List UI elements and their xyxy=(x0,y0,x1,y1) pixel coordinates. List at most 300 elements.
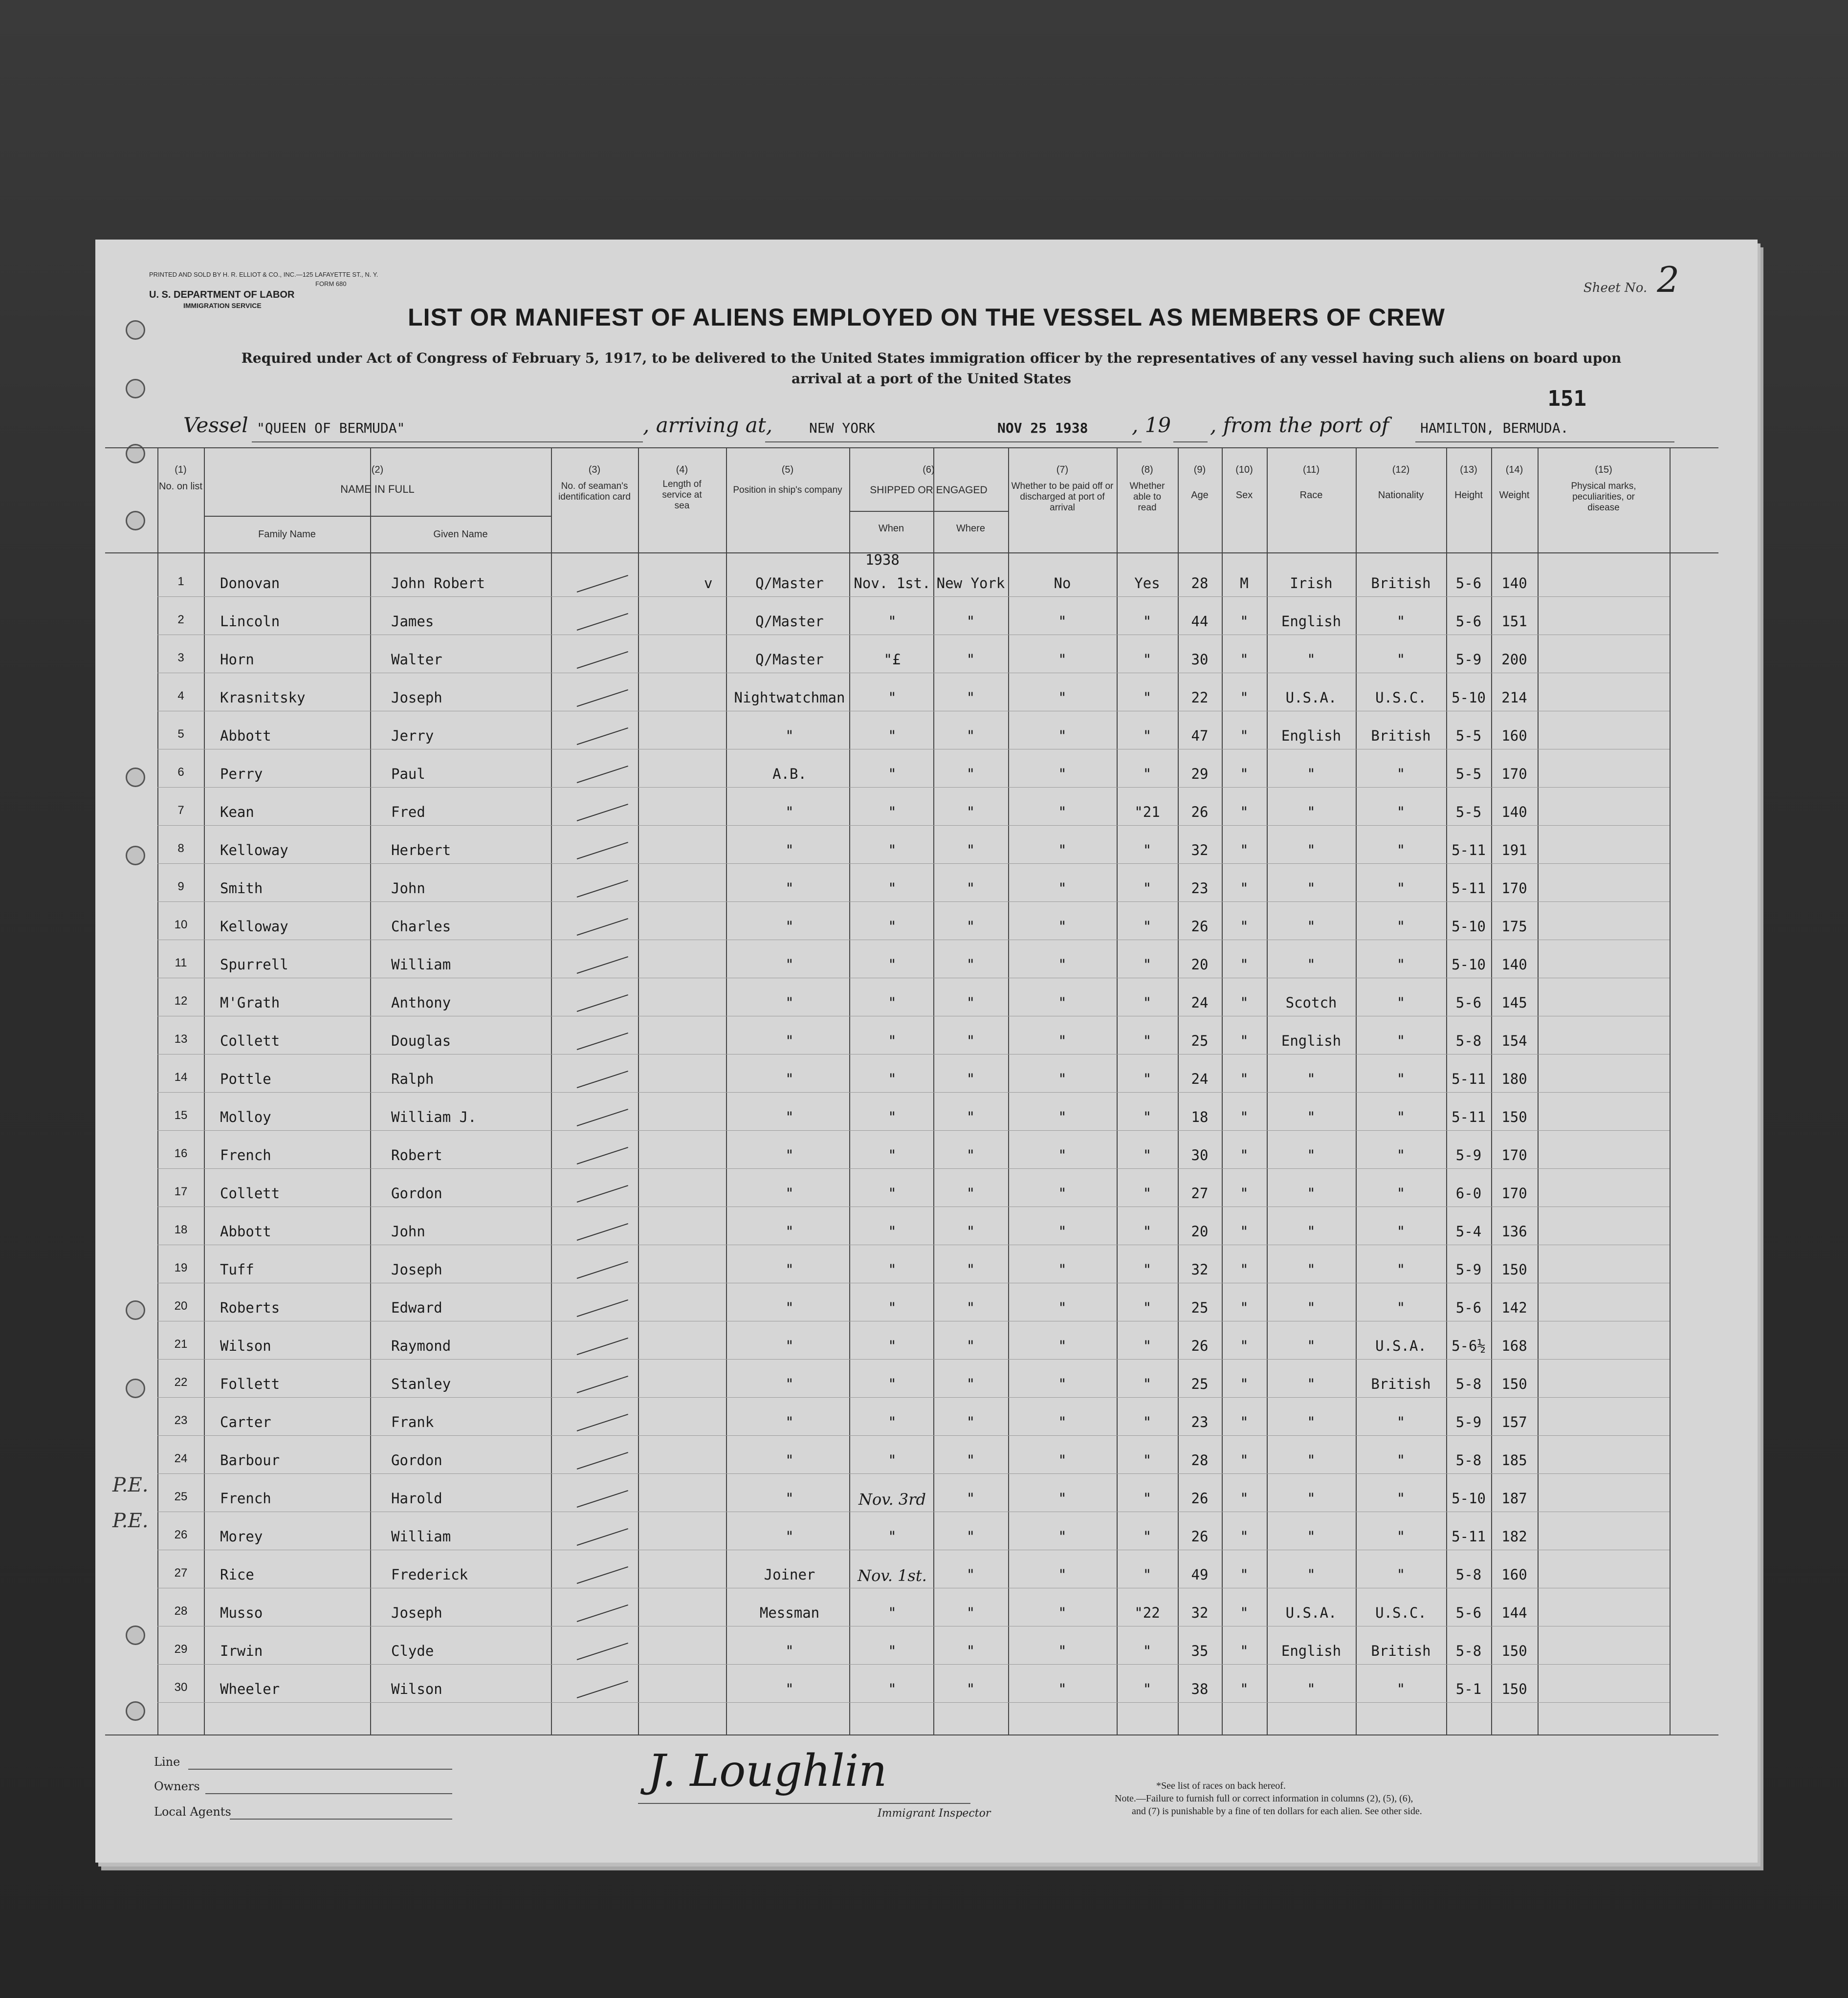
id-card-mark xyxy=(577,918,628,936)
cell-family: Collett xyxy=(220,1185,280,1202)
row-rule xyxy=(157,901,1670,902)
cell-position: " xyxy=(785,1338,794,1354)
cell-where: " xyxy=(966,1109,975,1125)
cell-read: " xyxy=(1143,727,1152,744)
cell-paid: " xyxy=(1058,1032,1067,1049)
cell-when: " xyxy=(888,1223,897,1240)
cell-no: 17 xyxy=(174,1185,188,1198)
printer-imprint: PRINTED AND SOLD BY H. R. ELLIOT & CO., INC.—125 LAFAYETTE ST., N. Y. FORM 680 xyxy=(149,271,378,287)
cell-height: 5-10 xyxy=(1452,956,1486,973)
cell-read: " xyxy=(1143,1338,1152,1354)
cell-family: Horn xyxy=(220,651,254,668)
row-rule xyxy=(157,1397,1670,1398)
cell-no: 4 xyxy=(177,689,184,703)
cell-when: " xyxy=(888,1185,897,1202)
cell-race: " xyxy=(1307,1566,1316,1583)
cell-when: " xyxy=(888,1109,897,1125)
cell-height: 5-6 xyxy=(1455,575,1482,592)
cell-when: " xyxy=(888,880,897,897)
cell-sex: " xyxy=(1240,1414,1249,1430)
cell-given: Herbert xyxy=(391,842,451,858)
cell-given: Anthony xyxy=(391,994,451,1011)
cell-nationality: " xyxy=(1396,956,1406,973)
cell-where: " xyxy=(966,1299,975,1316)
col-header-when: When xyxy=(878,523,904,534)
cell-weight: 150 xyxy=(1501,1681,1527,1697)
cell-age: 32 xyxy=(1191,1261,1209,1278)
cell-where: " xyxy=(966,1681,975,1697)
cell-nationality: " xyxy=(1396,1147,1406,1164)
requirement-text: Required under Act of Congress of February 5, 1917, to be delivered to the United States immigration officer by the representatives of any vessel having such aliens on board upon arrival at a port of the United States xyxy=(241,350,1622,387)
cell-race: " xyxy=(1307,1223,1316,1240)
cell-race: " xyxy=(1307,1071,1316,1087)
cell-given: Fred xyxy=(391,804,425,820)
id-card-mark xyxy=(577,804,628,821)
cell-no: 28 xyxy=(174,1604,188,1618)
cell-when: " xyxy=(888,1299,897,1316)
cell-when: " xyxy=(888,613,897,630)
cell-where: " xyxy=(966,766,975,782)
cell-weight: 191 xyxy=(1501,842,1527,858)
cell-nationality: " xyxy=(1396,651,1406,668)
cell-height: 5-6½ xyxy=(1452,1338,1486,1354)
col-header-12: (12) Nationality xyxy=(1378,464,1424,501)
cell-nationality: U.S.C. xyxy=(1375,1604,1427,1621)
cell-nationality: " xyxy=(1396,1528,1406,1545)
cell-family: French xyxy=(220,1147,271,1164)
cell-when: " xyxy=(888,1528,897,1545)
cell-age: 30 xyxy=(1191,651,1209,668)
cell-position: " xyxy=(785,1490,794,1507)
cell-nationality: " xyxy=(1396,613,1406,630)
cell-no: 29 xyxy=(174,1643,188,1656)
cell-where: " xyxy=(966,1261,975,1278)
cell-no: 9 xyxy=(177,880,184,893)
id-card-mark xyxy=(577,956,628,974)
cell-sex: " xyxy=(1240,689,1249,706)
from-port: HAMILTON, BERMUDA. xyxy=(1420,420,1569,436)
year-label: , 19 xyxy=(1132,413,1171,437)
cell-race: " xyxy=(1307,766,1316,782)
cell-given: John xyxy=(391,1223,425,1240)
cell-given: Jerry xyxy=(391,727,434,744)
cell-read: " xyxy=(1143,613,1152,630)
cell-position: " xyxy=(785,1299,794,1316)
cell-age: 23 xyxy=(1191,1414,1209,1430)
id-card-mark xyxy=(577,766,628,783)
cell-weight: 187 xyxy=(1501,1490,1527,1507)
cell-read: Yes xyxy=(1134,575,1160,592)
id-card-mark xyxy=(577,1376,628,1393)
cell-nationality: U.S.C. xyxy=(1375,689,1427,706)
id-card-mark xyxy=(577,842,628,859)
cell-sex: " xyxy=(1240,1032,1249,1049)
cell-weight: 182 xyxy=(1501,1528,1527,1545)
cell-sex: " xyxy=(1240,1566,1249,1583)
inspector-label: Immigrant Inspector xyxy=(878,1807,991,1820)
cell-no: 23 xyxy=(174,1414,188,1427)
cell-weight: 200 xyxy=(1501,651,1527,668)
cell-nationality: " xyxy=(1396,804,1406,820)
cell-paid: " xyxy=(1058,1376,1067,1392)
col-header-14: (14) Weight xyxy=(1499,464,1530,501)
cell-weight: 140 xyxy=(1501,956,1527,973)
cell-weight: 170 xyxy=(1501,1147,1527,1164)
cell-when: " xyxy=(888,918,897,935)
cell-family: Wilson xyxy=(220,1338,271,1354)
cell-read: " xyxy=(1143,1643,1152,1659)
cell-age: 24 xyxy=(1191,994,1209,1011)
cell-paid: " xyxy=(1058,1223,1067,1240)
column-rule xyxy=(1538,447,1539,1735)
cell-given: Gordon xyxy=(391,1185,442,1202)
cell-given: Ralph xyxy=(391,1071,434,1087)
cell-sex: " xyxy=(1240,1185,1249,1202)
cell-no: 5 xyxy=(177,727,184,741)
id-card-mark xyxy=(577,1223,628,1241)
cell-height: 5-8 xyxy=(1455,1452,1482,1469)
cell-where: " xyxy=(966,689,975,706)
cell-service: v xyxy=(704,575,713,592)
cell-when: " xyxy=(888,994,897,1011)
cell-paid: " xyxy=(1058,613,1067,630)
cell-age: 18 xyxy=(1191,1109,1209,1125)
cell-when: " xyxy=(888,956,897,973)
cell-weight: 160 xyxy=(1501,1566,1527,1583)
cell-nationality: British xyxy=(1371,575,1431,592)
id-card-mark xyxy=(577,880,628,898)
column-rule xyxy=(638,447,639,1735)
cell-nationality: British xyxy=(1371,1376,1431,1392)
cell-sex: " xyxy=(1240,1223,1249,1240)
cell-no: 30 xyxy=(174,1681,188,1694)
cell-race: " xyxy=(1307,842,1316,858)
cell-paid: " xyxy=(1058,1643,1067,1659)
id-card-mark xyxy=(577,1147,628,1164)
cell-given: Joseph xyxy=(391,1261,442,1278)
cell-read: " xyxy=(1143,842,1152,858)
cell-when: " xyxy=(888,1452,897,1469)
punch-hole xyxy=(126,846,145,865)
id-card-mark xyxy=(577,1452,628,1470)
cell-race: Irish xyxy=(1290,575,1333,592)
cell-when: " xyxy=(888,1643,897,1659)
cell-nationality: " xyxy=(1396,918,1406,935)
cell-race: U.S.A. xyxy=(1285,689,1337,706)
cell-position: " xyxy=(785,1528,794,1545)
cell-family: Spurrell xyxy=(220,956,288,973)
cell-age: 22 xyxy=(1191,689,1209,706)
cell-read: " xyxy=(1143,918,1152,935)
cell-weight: 150 xyxy=(1501,1643,1527,1659)
cell-race: U.S.A. xyxy=(1285,1604,1337,1621)
id-card-mark xyxy=(577,1681,628,1698)
cell-weight: 154 xyxy=(1501,1032,1527,1049)
cell-weight: 144 xyxy=(1501,1604,1527,1621)
cell-height: 5-6 xyxy=(1455,1604,1482,1621)
line-label: Line xyxy=(154,1755,180,1769)
id-card-mark xyxy=(577,1338,628,1355)
cell-where: " xyxy=(966,1452,975,1469)
cell-where: " xyxy=(966,1032,975,1049)
page-stamp-number: 151 xyxy=(1547,386,1586,411)
cell-where: " xyxy=(966,1604,975,1621)
cell-weight: 214 xyxy=(1501,689,1527,706)
cell-nationality: " xyxy=(1396,1452,1406,1469)
cell-when: " xyxy=(888,1261,897,1278)
cell-paid: " xyxy=(1058,1109,1067,1125)
cell-age: 32 xyxy=(1191,842,1209,858)
cell-read: " xyxy=(1143,1452,1152,1469)
cell-no: 19 xyxy=(174,1261,188,1274)
row-rule xyxy=(157,787,1670,788)
cell-age: 26 xyxy=(1191,804,1209,820)
cell-given: Walter xyxy=(391,651,442,668)
cell-sex: " xyxy=(1240,766,1249,782)
cell-where: " xyxy=(966,1223,975,1240)
cell-given: Harold xyxy=(391,1490,442,1507)
col-header-15: (15) Physical marks, peculiarities, or disease xyxy=(1571,464,1636,513)
cell-no: 20 xyxy=(174,1299,188,1313)
column-rule xyxy=(551,447,552,1735)
cell-nationality: " xyxy=(1396,842,1406,858)
cell-sex: " xyxy=(1240,1604,1249,1621)
id-card-mark xyxy=(577,1071,628,1088)
cell-where: " xyxy=(966,1185,975,1202)
cell-no: 7 xyxy=(177,804,184,817)
cell-weight: 168 xyxy=(1501,1338,1527,1354)
cell-where: " xyxy=(966,613,975,630)
cell-where: " xyxy=(966,1147,975,1164)
cell-given: James xyxy=(391,613,434,630)
cell-paid: " xyxy=(1058,1528,1067,1545)
cell-position: " xyxy=(785,842,794,858)
cell-weight: 157 xyxy=(1501,1414,1527,1430)
cell-sex: " xyxy=(1240,1452,1249,1469)
cell-read: "21 xyxy=(1134,804,1160,820)
cell-family: Morey xyxy=(220,1528,263,1545)
cell-paid: " xyxy=(1058,1147,1067,1164)
cell-when: Nov. 3rd xyxy=(858,1490,926,1509)
cell-nationality: " xyxy=(1396,1032,1406,1049)
cell-age: 30 xyxy=(1191,1147,1209,1164)
cell-paid: " xyxy=(1058,766,1067,782)
cell-weight: 145 xyxy=(1501,994,1527,1011)
cell-weight: 150 xyxy=(1501,1261,1527,1278)
cell-where: " xyxy=(966,1528,975,1545)
column-rule xyxy=(1670,447,1671,1735)
cell-position: " xyxy=(785,1452,794,1469)
punch-hole xyxy=(126,379,145,398)
cell-no: 10 xyxy=(174,918,188,931)
cell-age: 25 xyxy=(1191,1032,1209,1049)
cell-paid: " xyxy=(1058,880,1067,897)
cell-when: " xyxy=(888,842,897,858)
cell-sex: " xyxy=(1240,994,1249,1011)
cell-no: 2 xyxy=(177,613,184,626)
cell-sex: " xyxy=(1240,1147,1249,1164)
cell-age: 25 xyxy=(1191,1299,1209,1316)
cell-sex: " xyxy=(1240,1490,1249,1507)
cell-paid: " xyxy=(1058,1185,1067,1202)
cell-age: 38 xyxy=(1191,1681,1209,1697)
cell-given: Robert xyxy=(391,1147,442,1164)
cell-height: 5-10 xyxy=(1452,918,1486,935)
cell-no: 22 xyxy=(174,1376,188,1389)
cell-race: Scotch xyxy=(1285,994,1337,1011)
cell-read: " xyxy=(1143,1261,1152,1278)
cell-height: 5-9 xyxy=(1455,651,1482,668)
cell-age: 20 xyxy=(1191,1223,1209,1240)
cell-read: " xyxy=(1143,1071,1152,1087)
cell-position: " xyxy=(785,880,794,897)
cell-nationality: " xyxy=(1396,1109,1406,1125)
cell-height: 5-6 xyxy=(1455,1299,1482,1316)
cell-height: 5-8 xyxy=(1455,1643,1482,1659)
cell-no: 25 xyxy=(174,1490,188,1503)
col-header-4: (4) Length of service at sea xyxy=(662,464,702,511)
cell-given: Clyde xyxy=(391,1643,434,1659)
cell-nationality: " xyxy=(1396,1185,1406,1202)
cell-age: 26 xyxy=(1191,1528,1209,1545)
cell-family: Barbour xyxy=(220,1452,280,1469)
cell-given: Joseph xyxy=(391,1604,442,1621)
cell-race: " xyxy=(1307,1528,1316,1545)
cell-read: " xyxy=(1143,1528,1152,1545)
col-header-8: (8) Whether able to read xyxy=(1129,464,1165,513)
races-note: *See list of races on back hereof. xyxy=(1156,1780,1286,1791)
id-card-mark xyxy=(577,689,628,707)
cell-family: Tuff xyxy=(220,1261,254,1278)
col-header-11: (11) Race xyxy=(1299,464,1323,501)
cell-sex: " xyxy=(1240,1528,1249,1545)
cell-position: " xyxy=(785,1414,794,1430)
cell-sex: " xyxy=(1240,1109,1249,1125)
cell-where: " xyxy=(966,1338,975,1354)
col-header-10: (10) Sex xyxy=(1235,464,1253,501)
cell-weight: 170 xyxy=(1501,1185,1527,1202)
cell-where: " xyxy=(966,994,975,1011)
cell-position: " xyxy=(785,1643,794,1659)
cell-given: Wilson xyxy=(391,1681,442,1697)
id-card-mark xyxy=(577,1566,628,1584)
cell-age: 28 xyxy=(1191,575,1209,592)
cell-sex: " xyxy=(1240,727,1249,744)
cell-family: Roberts xyxy=(220,1299,280,1316)
cell-read: " xyxy=(1143,1681,1152,1697)
cell-where: " xyxy=(966,1566,975,1583)
cell-paid: " xyxy=(1058,651,1067,668)
col-header-6: (6) SHIPPED OR ENGAGED xyxy=(870,464,988,496)
id-card-mark xyxy=(577,1414,628,1431)
cell-position: Joiner xyxy=(764,1566,815,1583)
cell-where: " xyxy=(966,918,975,935)
cell-family: Molloy xyxy=(220,1109,271,1125)
cell-family: Kelloway xyxy=(220,842,288,858)
cell-given: Paul xyxy=(391,766,425,782)
cell-race: " xyxy=(1307,956,1316,973)
cell-age: 28 xyxy=(1191,1452,1209,1469)
cell-height: 5-5 xyxy=(1455,766,1482,782)
cell-read: " xyxy=(1143,880,1152,897)
cell-no: 21 xyxy=(174,1338,188,1351)
cell-no: 11 xyxy=(175,956,187,969)
id-card-mark xyxy=(577,727,628,745)
col-header-given: Given Name xyxy=(433,529,488,540)
cell-where: " xyxy=(966,1490,975,1507)
cell-weight: 151 xyxy=(1501,613,1527,630)
table-top-rule xyxy=(105,447,1718,448)
cell-sex: " xyxy=(1240,1299,1249,1316)
cell-height: 5-5 xyxy=(1455,804,1482,820)
cell-given: Gordon xyxy=(391,1452,442,1469)
department-block: U. S. DEPARTMENT OF LABOR IMMIGRATION SERVICE xyxy=(149,289,295,309)
cell-paid: " xyxy=(1058,1071,1067,1087)
col-header-13: (13) Height xyxy=(1454,464,1483,501)
col-header-family: Family Name xyxy=(258,529,316,540)
cell-height: 5-1 xyxy=(1455,1681,1482,1697)
cell-given: Joseph xyxy=(391,689,442,706)
cell-no: 24 xyxy=(174,1452,188,1465)
cell-age: 24 xyxy=(1191,1071,1209,1087)
vessel-label: Vessel xyxy=(183,413,248,437)
cell-nationality: " xyxy=(1396,994,1406,1011)
inspector-signature: J. Loughlin xyxy=(648,1745,887,1797)
cell-sex: " xyxy=(1240,1071,1249,1087)
cell-nationality: " xyxy=(1396,1490,1406,1507)
cell-when: " xyxy=(888,727,897,744)
id-card-mark xyxy=(577,613,628,631)
cell-sex: " xyxy=(1240,1261,1249,1278)
cell-sex: " xyxy=(1240,1338,1249,1354)
cell-height: 5-6 xyxy=(1455,613,1482,630)
cell-age: 26 xyxy=(1191,918,1209,935)
cell-height: 5-8 xyxy=(1455,1376,1482,1392)
row-rule xyxy=(157,1702,1670,1703)
cell-no: 3 xyxy=(177,651,184,664)
cell-age: 27 xyxy=(1191,1185,1209,1202)
cell-position: " xyxy=(785,918,794,935)
cell-weight: 140 xyxy=(1501,575,1527,592)
cell-no: 15 xyxy=(174,1109,188,1122)
cell-read: "22 xyxy=(1134,1604,1160,1621)
cell-nationality: British xyxy=(1371,727,1431,744)
col-header-1: (1) No. on list xyxy=(159,464,202,492)
cell-no: 6 xyxy=(177,766,184,779)
cell-given: John Robert xyxy=(391,575,485,592)
cell-height: 5-11 xyxy=(1452,842,1486,858)
cell-position: " xyxy=(785,1185,794,1202)
cell-read: " xyxy=(1143,1185,1152,1202)
cell-read: " xyxy=(1143,956,1152,973)
cell-read: " xyxy=(1143,1299,1152,1316)
cell-when: " xyxy=(888,1604,897,1621)
cell-no: 13 xyxy=(174,1032,188,1046)
cell-no: 26 xyxy=(174,1528,188,1541)
cell-family: Collett xyxy=(220,1032,280,1049)
cell-race: " xyxy=(1307,1299,1316,1316)
cell-paid: " xyxy=(1058,1414,1067,1430)
cell-age: 29 xyxy=(1191,766,1209,782)
cell-read: " xyxy=(1143,1490,1152,1507)
cell-no: 16 xyxy=(174,1147,188,1160)
arriving-port: NEW YORK xyxy=(809,420,875,436)
cell-race: " xyxy=(1307,804,1316,820)
cell-read: " xyxy=(1143,1566,1152,1583)
cell-sex: " xyxy=(1240,880,1249,897)
cell-when: "£ xyxy=(883,651,901,668)
cell-no: 14 xyxy=(174,1071,188,1084)
